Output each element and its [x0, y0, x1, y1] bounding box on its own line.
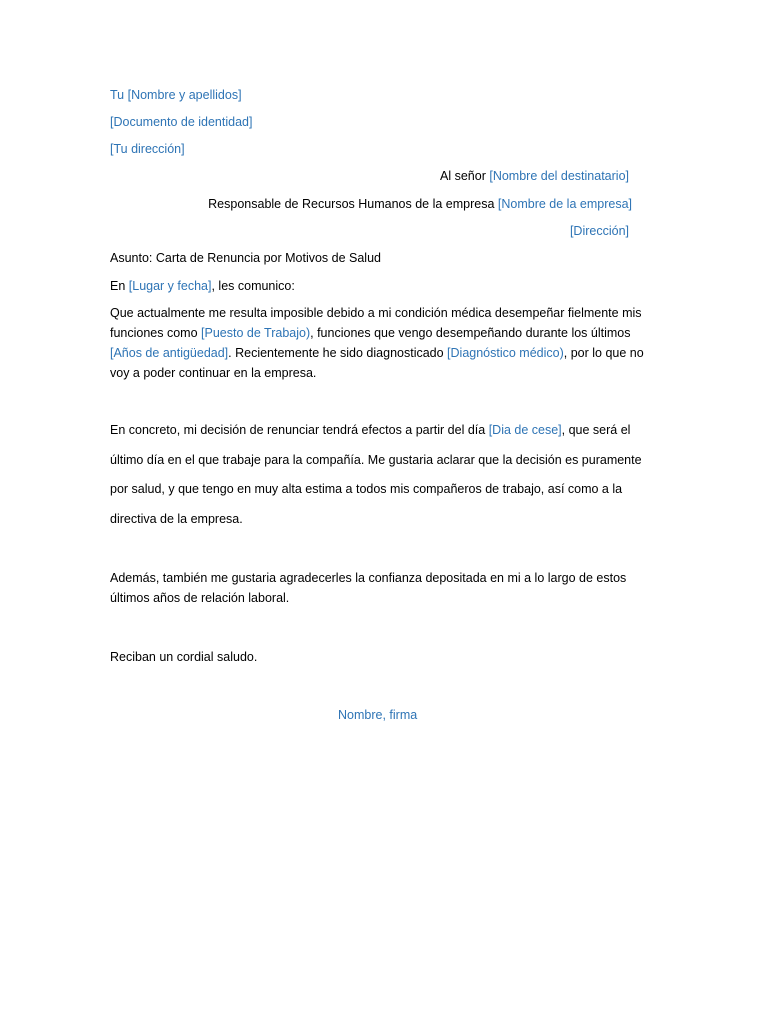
paragraph-2-text-b: , que será el último día en el que trabaje para la compañía. Me gustaria aclarar que la decisión es puramente por salud, y que tengo en muy alta estima a todos mis compañeros de trabajo, así como a la directiva de la empresa.: [110, 423, 642, 526]
paragraph-1-text-a: Que actualmente me resulta imposible debido a mi condición médica desempeñar fielmente mis funciones como: [110, 306, 642, 340]
paragraph-1-text-c: . Recientemente he sido diagnosticado: [228, 346, 448, 360]
paragraph-2: [110, 416, 650, 534]
recipient-address: [Dirección]: [569, 224, 629, 238]
recipient-company: [Nombre de la empresa]: [497, 197, 632, 211]
recipient-name: [Nombre del destinatario]: [489, 169, 629, 183]
sender-name: Tu [Nombre y apellidos]: [110, 88, 242, 102]
job-placeholder: [Puesto de Trabajo): [201, 326, 311, 340]
opening-prefix: En: [110, 279, 129, 293]
diagnosis-placeholder: [Diagnóstico médico): [447, 346, 564, 360]
paragraph-1-text-b: , funciones que vengo desempeñando durante los últimos: [310, 326, 631, 340]
sender-document: [Documento de identidad]: [110, 115, 253, 129]
recipient-role-line: [208, 194, 632, 214]
closing-line: Reciban un cordial saludo.: [110, 650, 258, 664]
paragraph-2-text-a: En concreto, mi decisión de renunciar tendrá efectos a partir del día: [110, 423, 489, 437]
opening-line: [110, 276, 295, 296]
paragraph-1-text-d: , por lo que no voy a poder continuar en la empresa.: [110, 346, 644, 380]
paragraph-1: [110, 303, 650, 383]
end-date-placeholder: [Dia de cese]: [488, 423, 562, 437]
years-placeholder: [Años de antigüedad]: [110, 346, 229, 360]
recipient-line: [440, 166, 629, 186]
opening-place-date: [Lugar y fecha]: [128, 279, 212, 293]
signature: Nombre, firma: [338, 708, 418, 722]
recipient-prefix: Al señor: [440, 169, 490, 183]
recipient-role: Responsable de Recursos Humanos de la empresa: [208, 197, 498, 211]
paragraph-3: Además, también me gustaria agradecerles la confianza depositada en mi a lo largo de estos últimos años de relación laboral.: [110, 571, 627, 605]
opening-suffix: , les comunico:: [211, 279, 295, 293]
subject-line: Asunto: Carta de Renuncia por Motivos de Salud: [110, 251, 381, 265]
sender-address: [Tu dirección]: [110, 142, 185, 156]
